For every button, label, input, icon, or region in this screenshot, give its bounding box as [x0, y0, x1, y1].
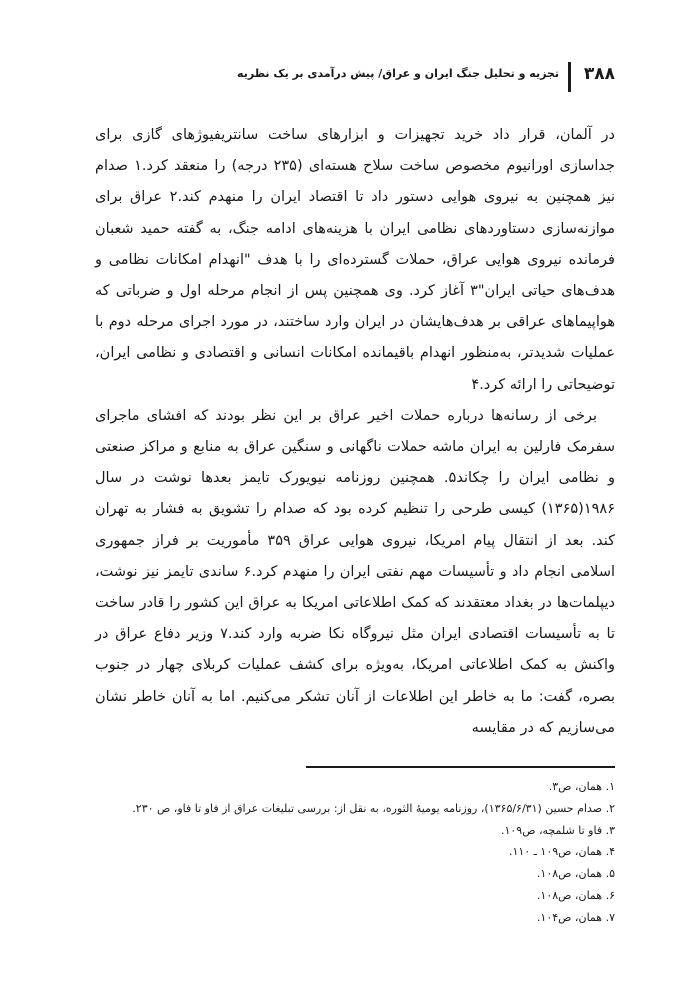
footnote-1: ۱. همان، ص۳. — [548, 780, 615, 793]
running-title: تجزیه و تحلیل جنگ ایران و عراق/ پیش درآمدی بر یک نظریه — [237, 67, 559, 80]
header-divider — [568, 62, 571, 92]
footnote-4: ۴. همان، ص۱۰۹ ـ ۱۱۰. — [508, 845, 615, 859]
footnote-5: ۵. همان، ص۱۰۸. — [536, 867, 615, 881]
paragraph-1: در آلمان، قرار داد خرید تجهیزات و ابزارهای ساخت سانتریفیوژهای گازی برای جداسازی اورانیوم مخصوص ساخت سلاح هسته‌ای (۲۳۵ درجه) را منعقد کرد.۱ صدام نیز همچنین به نیروی هوایی دستور داد تا اقتصاد ایران را منهدم کند.۲ عراق برای موازنه‌سازی دستاوردهای نظامی ایران با هزینه‌های ادامه جنگ، به گفته حمید شعبان فرمانده نیروی هوایی عراق، حملات گسترده‌ای را با هدف "انهدام امکانات نظامی و هدف‌های حیاتی ایران"۳ آغاز کرد. وی همچنین پس از انجام مرحله اول و ضرباتی که هواپیماهای عراقی بر هدف‌هایشان در ایران وارد ساختند، در مورد اجرای مرحله دوم با عملیات شدیدتر، به‌منظور انهدام باقیمانده امکانات انسانی و اقتصادی و نظامی ایران، توضیحاتی را ارائه کرد.۴ — [95, 127, 615, 393]
page-number: ۳۸۸ — [583, 64, 615, 84]
paragraph-2: برخی از رسانه‌ها درباره حملات اخیر عراق بر این نظر بودند که افشای ماجرای سفرمک فارلین به ایران ماشه حملات ناگهانی و سنگین عراق به منابع و مراکز صنعتی و نظامی ایران را چکاند۵. همچنین روزنامه نیویورک تایمز بعدها نوشت در سال ۱۹۸۶(۱۳۶۵) کیسی طرحی را تنظیم کرده بود که صدام را تشویق به فشار به تهران کند. بعد از انتقال پیام امریکا، نیروی هوایی عراق ۳۵۹ مأموریت بر فراز جمهوری اسلامی انجام داد و تأسیسات مهم نفتی ایران را منهدم کرد.۶ ساندی تایمز نیز نوشت، دیپلمات‌ها در بغداد معتقدند که کمک اطلاعاتی امریکا به عراق این کشور را قادر ساخت تا به تأسیسات اقتصادی ایران مثل نیروگاه نکا ضربه وارد کند.۷ وزیر دفاع عراق در واکنش به کمک اطلاعاتی امریکا، به‌ویژه برای کشف عملیات کربلای چهار در جنوب بصره، گفت: ما به خاطر این اطلاعات از آنان تشکر می‌کنیم. اما به آنان خاطر نشان می‌سازیم که در مقایسه — [95, 407, 615, 736]
page-header — [95, 64, 615, 94]
body-text — [95, 120, 615, 744]
footnote-6: ۶. همان، ص۱۰۸. — [536, 888, 615, 902]
footnote-3: ۳. فاو تا شلمچه، ص۱۰۹. — [500, 823, 615, 837]
footnote-7: ۷. همان، ص۱۰۴. — [536, 910, 615, 924]
footnote-separator — [306, 766, 615, 768]
footnote-2: ۲. صدام حسین (۱۳۶۵/۶/۳۱)، روزنامه یومیهٔ الثوره، به نقل از: بررسی تبلیغات عراق از فاو تا فاو، ص ۲۳۰. — [132, 801, 615, 815]
footnotes — [95, 776, 615, 929]
